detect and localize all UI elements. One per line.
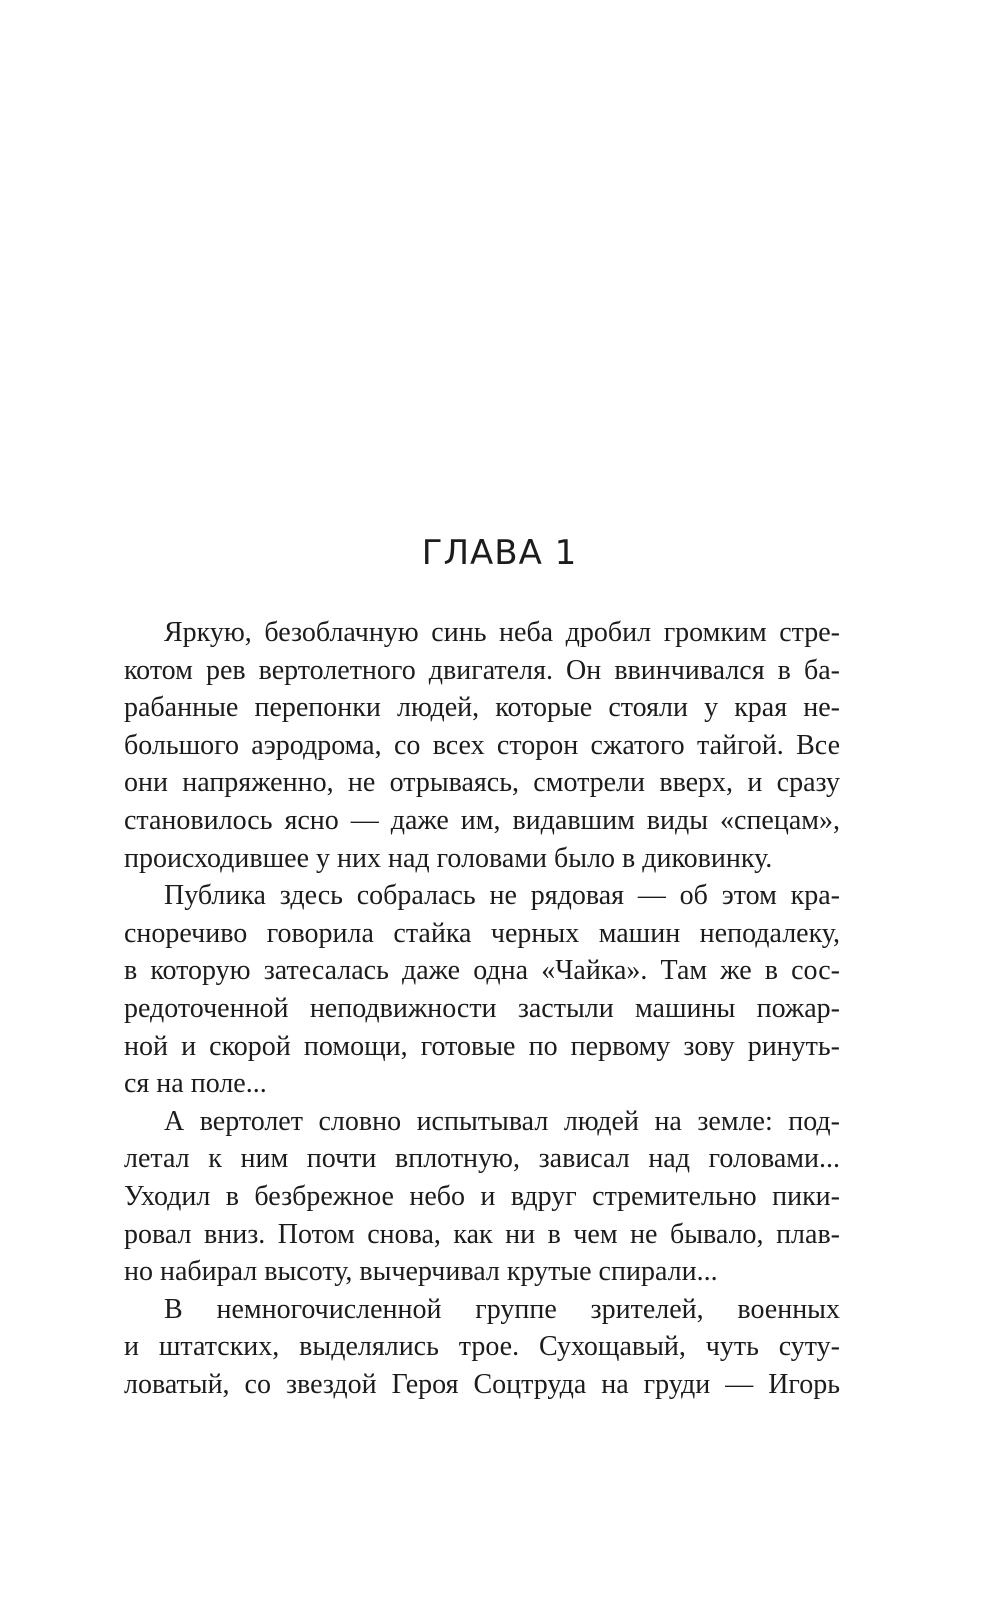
chapter-title: ГЛАВА 1 bbox=[421, 533, 578, 573]
text-line: рабанные перепонки людей, которые стояли у края не- bbox=[124, 692, 840, 724]
text-line: А вертолет словно испытывал людей на земле: под- bbox=[164, 1105, 840, 1137]
text-line: Яркую, безоблачную синь неба дробил громким стре- bbox=[164, 617, 840, 648]
text-line: Публика здесь собралась не рядовая — об этом кра- bbox=[164, 880, 840, 912]
text-line: ной и скорой помощи, готовые по первому зову ринуть- bbox=[124, 1030, 840, 1062]
text-line: сноречиво говорила стайка черных машин неподалеку, bbox=[124, 917, 840, 949]
text-line: и штатских, выделялись трое. Сухощавый, чуть суту- bbox=[124, 1331, 840, 1363]
text-line: в которую затесалась даже одна «Чайка». Там же в сос- bbox=[124, 955, 840, 987]
text-line: становилось ясно — даже им, видавшим виды «спецам», bbox=[124, 804, 840, 836]
text-line: Уходил в безбрежное небо и вдруг стремительно пики- bbox=[124, 1180, 840, 1212]
text-line: ся на поле... bbox=[124, 1068, 267, 1100]
chapter-text bbox=[124, 614, 840, 1403]
text-line: ровал вниз. Потом снова, как ни в чем не бывало, плав- bbox=[124, 1218, 840, 1250]
text-line: котом рев вертолетного двигателя. Он ввинчивался в ба- bbox=[124, 654, 840, 686]
text-line: редоточенной неподвижности застыли машины пожар- bbox=[124, 992, 840, 1024]
text-line: они напряженно, не отрываясь, смотрели вверх, и сразу bbox=[124, 767, 840, 799]
text-line: происходившее у них над головами было в диковинку. bbox=[124, 842, 773, 874]
text-line: В немногочисленной группе зрителей, военных bbox=[164, 1293, 840, 1325]
text-line: ловатый, со звездой Героя Соцтруда на груди — Игорь bbox=[124, 1368, 840, 1400]
text-line: летал к ним почти вплотную, зависал над головами... bbox=[124, 1143, 840, 1175]
text-line: большого аэродрома, со всех сторон сжатого тайгой. Все bbox=[124, 729, 840, 761]
text-line: но набирал высоту, вычерчивал крутые спирали... bbox=[124, 1256, 718, 1288]
